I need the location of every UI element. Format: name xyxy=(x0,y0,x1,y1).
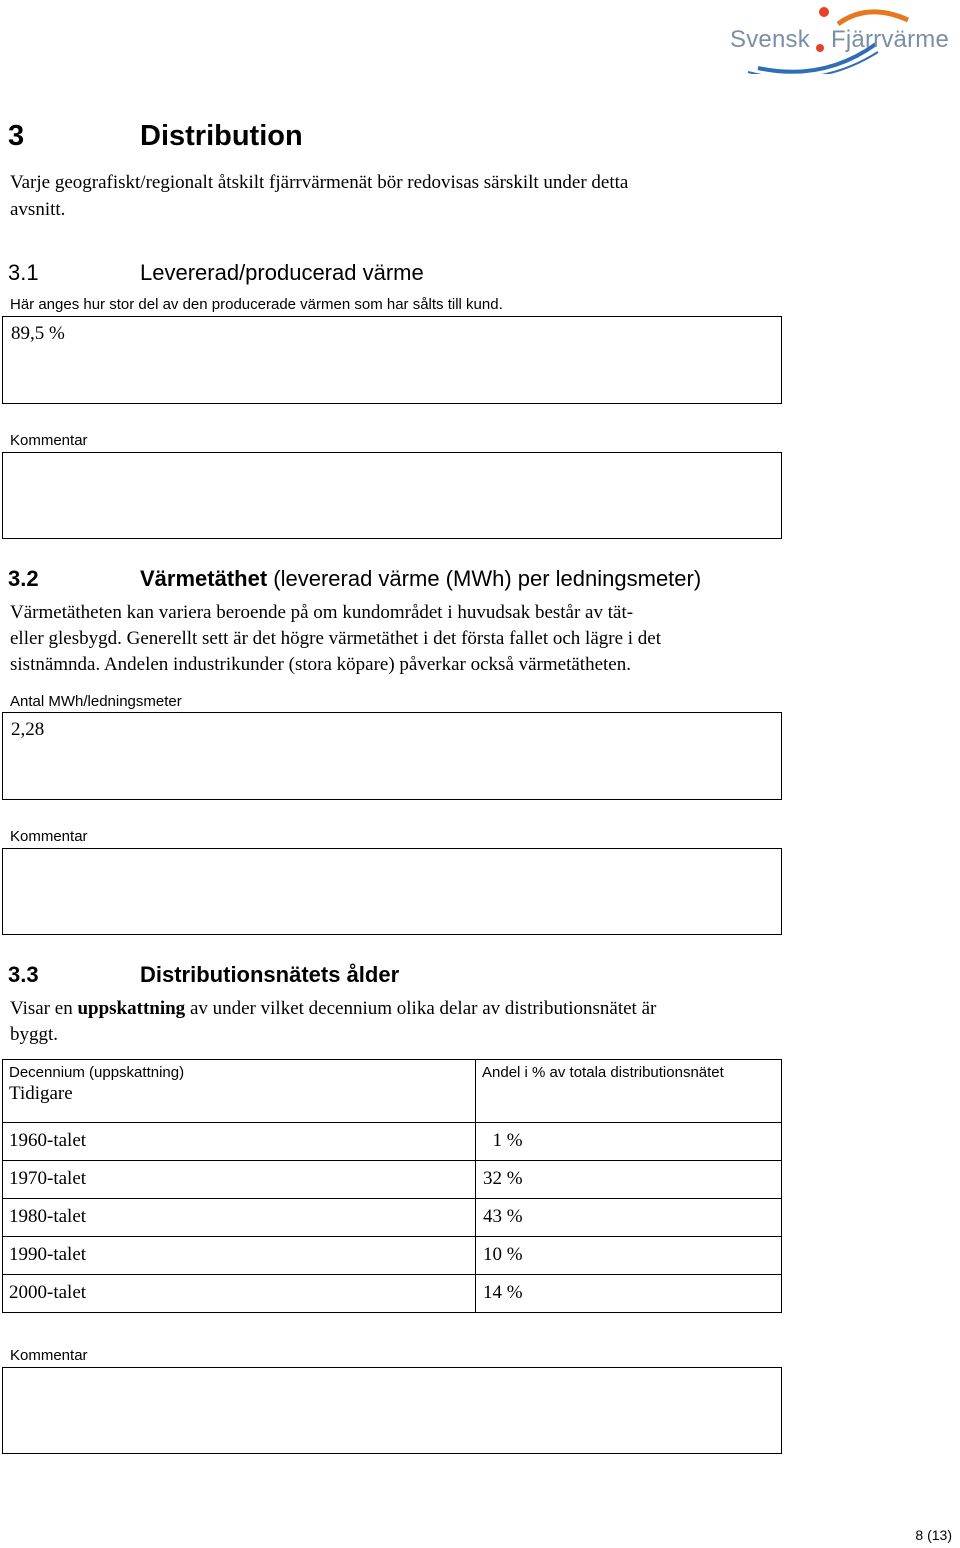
network-age-table xyxy=(2,1059,782,1313)
col2-header: Andel i % av totala distributionsnätet xyxy=(482,1064,724,1081)
delivered-heat-value: 89,5 % xyxy=(11,323,65,344)
logo-text-fjarrvarme: Fjärrvärme xyxy=(831,26,950,53)
table-cell-decade[interactable] xyxy=(3,1237,476,1275)
table-cell-share-tidigare[interactable] xyxy=(476,1060,782,1123)
decade-label: 2000-talet xyxy=(9,1282,87,1303)
table-cell-decade[interactable] xyxy=(3,1275,476,1313)
share-value: 43 % xyxy=(483,1206,523,1227)
section-3-2-para-line1: Värmetätheten kan variera beroende på om kundområdet i huvudsak består av tät- xyxy=(10,602,634,623)
section-3-3-number: 3.3 xyxy=(8,962,39,987)
section-3-intro-line2: avsnitt. xyxy=(10,199,66,220)
section-3-2-number: 3.2 xyxy=(8,566,39,591)
share-value xyxy=(476,1081,781,1083)
table-row xyxy=(3,1161,782,1199)
section-3-1-description: Här anges hur stor del av den producerade värmen som har sålts till kund. xyxy=(10,296,503,313)
table-cell-share[interactable] xyxy=(476,1237,782,1275)
table-cell-share[interactable] xyxy=(476,1199,782,1237)
decade-label: Tidigare xyxy=(9,1083,73,1104)
table-row xyxy=(3,1199,782,1237)
table-cell-decade[interactable] xyxy=(3,1123,476,1161)
section-3-3-para-pre: Visar en xyxy=(10,998,73,1019)
section-3-1-title: Levererad/producerad värme xyxy=(140,260,424,285)
share-value: 32 % xyxy=(483,1168,523,1189)
section-3-3-para-bold: uppskattning xyxy=(77,998,186,1019)
share-value: 10 % xyxy=(483,1244,523,1265)
table-cell-decade[interactable] xyxy=(3,1199,476,1237)
section-3-2-para-line3: sistnämnda. Andelen industrikunder (stora köpare) påverkar också värmetätheten. xyxy=(10,654,631,675)
decade-label: 1980-talet xyxy=(9,1206,87,1227)
col1-header: Decennium (uppskattning) xyxy=(9,1064,185,1081)
table-row xyxy=(3,1237,782,1275)
decade-label: 1970-talet xyxy=(9,1168,87,1189)
section-3-2-title-bold: Värmetäthet xyxy=(140,566,268,591)
share-value: 14 % xyxy=(483,1282,523,1303)
section-3-3-para-post: av under vilket decennium olika delar av distributionsnätet är xyxy=(189,998,657,1019)
table-cell-share[interactable] xyxy=(476,1161,782,1199)
share-value: 1 % xyxy=(483,1130,523,1151)
section-3-title: Distribution xyxy=(140,120,303,152)
delivered-heat-field[interactable] xyxy=(2,316,782,404)
section-3-2-comment-label: Kommentar xyxy=(10,828,88,845)
section-3-3-comment-field[interactable] xyxy=(2,1367,782,1454)
table-cell-share[interactable] xyxy=(476,1123,782,1161)
section-3-2-title xyxy=(140,566,701,592)
heat-density-field-label: Antal MWh/ledningsmeter xyxy=(10,693,182,710)
heat-density-field[interactable] xyxy=(2,712,782,800)
section-3-3-para-line2: byggt. xyxy=(10,1024,59,1045)
table-row xyxy=(3,1060,782,1123)
section-3-1-comment-label: Kommentar xyxy=(10,432,88,449)
section-3-1-comment-field[interactable] xyxy=(2,452,782,539)
logo-text-svensk: Svensk xyxy=(730,26,810,53)
section-3-2-para-line2: eller glesbygd. Generellt sett är det högre värmetäthet i det första fallet och lägre i det xyxy=(10,628,662,649)
section-3-1-number: 3.1 xyxy=(8,260,39,285)
section-3-3-para-line1 xyxy=(10,995,656,1022)
section-3-3-comment-label: Kommentar xyxy=(10,1347,88,1364)
table-cell-share[interactable] xyxy=(476,1275,782,1313)
section-3-2-comment-field[interactable] xyxy=(2,848,782,935)
table-cell-decade-tidigare[interactable] xyxy=(3,1060,476,1123)
section-3-3-title: Distributionsnätets ålder xyxy=(140,962,400,987)
section-3-number: 3 xyxy=(8,120,25,152)
decade-label: 1990-talet xyxy=(9,1244,87,1265)
table-cell-decade[interactable] xyxy=(3,1161,476,1199)
table-row xyxy=(3,1275,782,1313)
table-row xyxy=(3,1123,782,1161)
decade-label: 1960-talet xyxy=(9,1130,87,1151)
page-number: 8 (13) xyxy=(915,1527,952,1543)
svensk-fjarrvarme-logo xyxy=(728,4,958,74)
heat-density-value: 2,28 xyxy=(11,719,45,740)
section-3-2-title-rest: (levererad värme (MWh) per ledningsmeter) xyxy=(273,566,702,591)
section-3-intro-line1: Varje geografiskt/regionalt åtskilt fjärrvärmenät bör redovisas särskilt under detta xyxy=(10,172,629,193)
